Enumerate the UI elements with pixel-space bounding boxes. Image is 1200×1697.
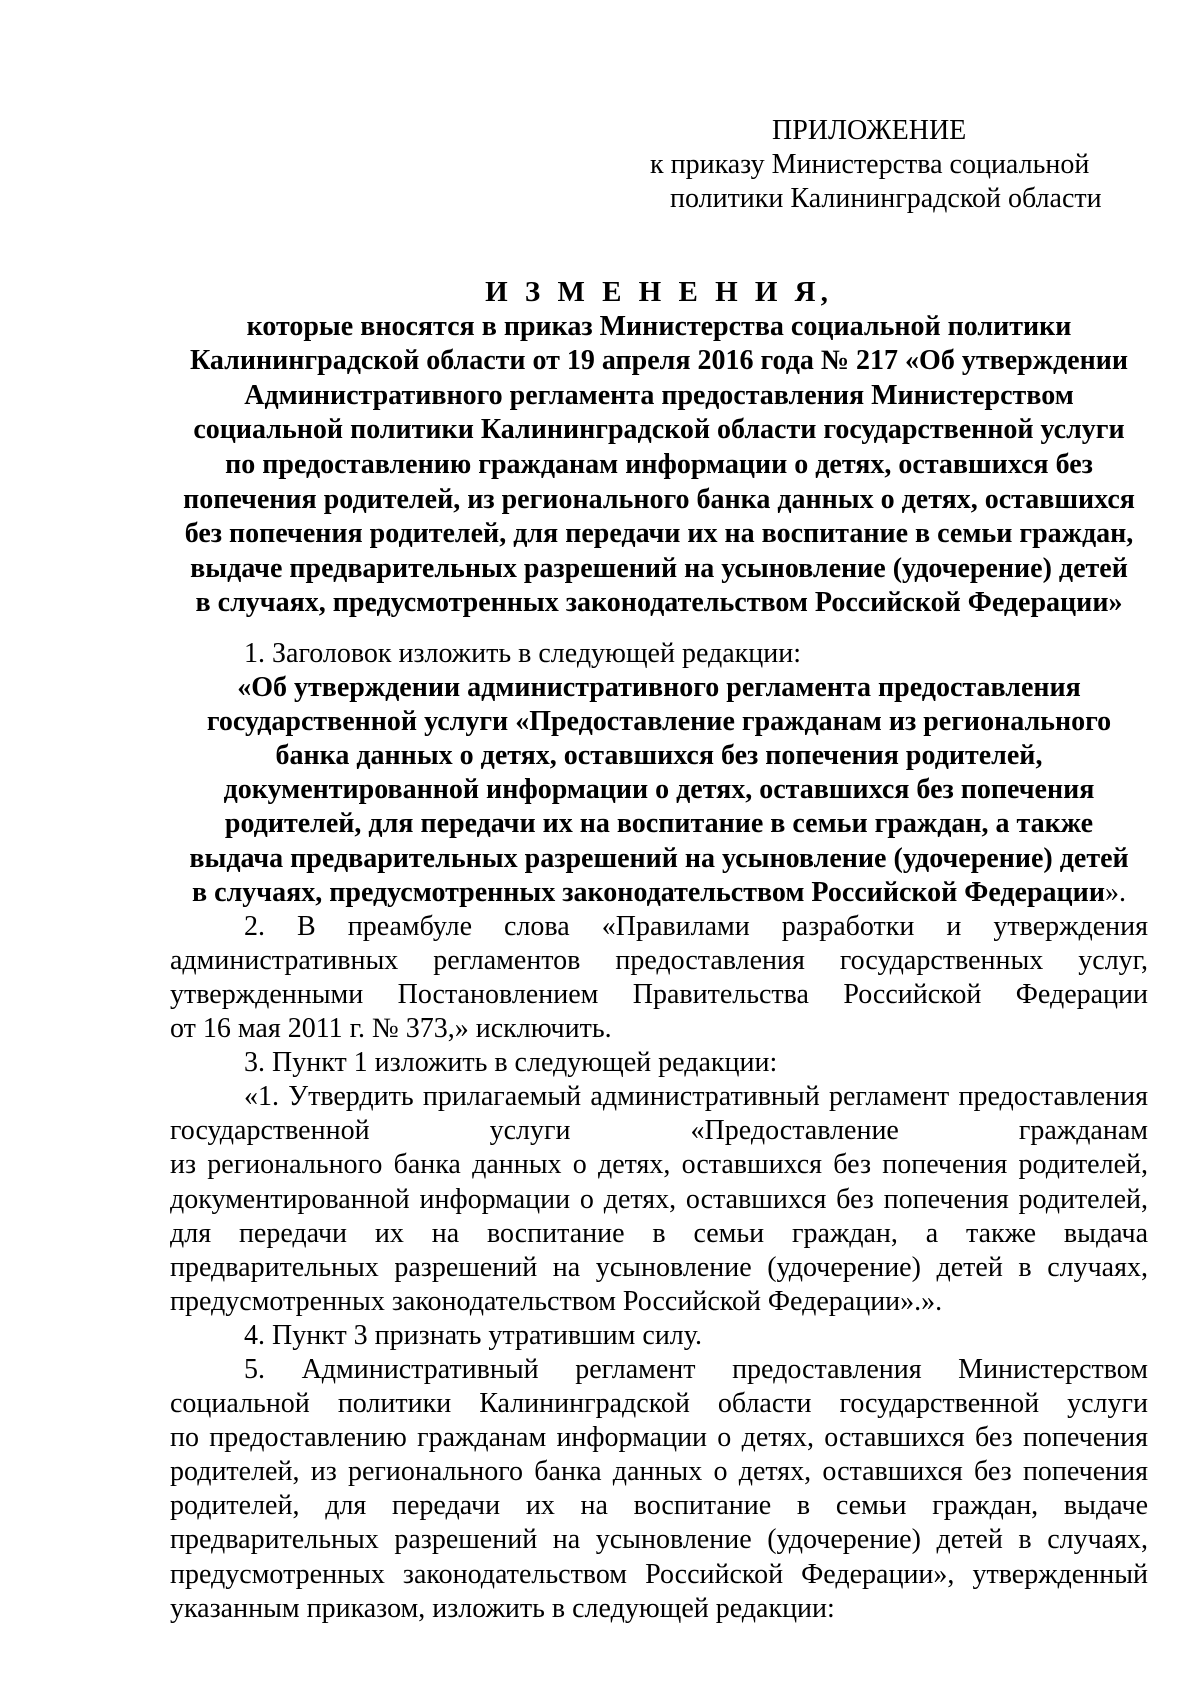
new-title-closing: ». <box>1104 876 1126 908</box>
item-3-line: предварительных разрешений на усыновление (удочерение) детей в случаях, <box>170 1251 1148 1283</box>
item-2-line: административных регламентов предоставления государственных услуг, <box>170 944 1148 976</box>
item-3-line: государственной услуги «Предоставление гражданам <box>170 1115 1148 1147</box>
attachment-block <box>640 114 1100 216</box>
heading-line: социальной политики Калининградской области государственной услуги <box>193 414 1125 446</box>
document-heading <box>170 275 1148 621</box>
item-5-line: 5. Административный регламент предоставления Министерством <box>244 1353 1148 1385</box>
item-3-line-last: предусмотренных законодательством Российской Федерации».». <box>170 1285 943 1317</box>
new-title-line: государственной услуги «Предоставление гражданам из регионального <box>206 706 1112 738</box>
heading-line: без попечения родителей, для передачи их на воспитание в семьи граждан, <box>184 518 1134 550</box>
heading-line: которые вносятся в приказ Министерства социальной политики <box>246 310 1072 342</box>
item-5-line: по предоставлению гражданам информации о детях, оставшихся без попечения <box>170 1422 1148 1454</box>
new-title-line-text: в случаях, предусмотренных законодательством Российской Федерации <box>192 876 1105 908</box>
heading-line: выдаче предварительных разрешений на усыновление (удочерение) детей <box>190 552 1128 584</box>
item-5-line: предусмотренных законодательством Российской Федерации», утвержденный <box>170 1558 1148 1590</box>
item-3-new-text <box>170 1080 1148 1319</box>
heading-line: в случаях, предусмотренных законодательством Российской Федерации» <box>195 587 1123 619</box>
item-3-line: из регионального банка данных о детях, оставшихся без попечения родителей, <box>170 1149 1148 1181</box>
attachment-title: ПРИЛОЖЕНИЕ <box>772 115 967 146</box>
new-title-line: документированной информации о детях, оставшихся без попечения <box>223 774 1095 806</box>
item-2 <box>170 910 1148 1046</box>
item-4: 4. Пункт 3 признать утратившим силу. <box>244 1319 702 1351</box>
attachment-line-1: к приказу Министерства социальной <box>650 149 1090 180</box>
item-1-intro: 1. Заголовок изложить в следующей редакции: <box>244 638 802 669</box>
new-title-line: «Об утверждении административного регламента предоставления <box>237 672 1081 704</box>
item-5-line: родителей, из регионального банка данных о детях, оставшихся без попечения <box>170 1456 1148 1488</box>
new-title-line: банка данных о детях, оставшихся без попечения родителей, <box>275 740 1043 772</box>
item-3-line: «1. Утвердить прилагаемый административный регламент предоставления <box>244 1081 1148 1113</box>
item-5-line: социальной политики Калининградской области государственной услуги <box>170 1388 1148 1420</box>
new-title-line-last <box>170 876 1148 910</box>
item-2-line-last: от 16 мая 2011 г. № 373,» исключить. <box>170 1013 612 1045</box>
item-5-line-last: указанным приказом, изложить в следующей редакции: <box>170 1592 835 1624</box>
heading-line: Калининградской области от 19 апреля 2016 года № 217 «Об утверждении <box>190 345 1128 377</box>
document-body <box>170 637 1148 1626</box>
item-2-line: утвержденными Постановлением Правительства Российской Федерации <box>170 978 1148 1010</box>
new-title-line: родителей, для передачи их на воспитание в семьи граждан, а также <box>224 808 1094 840</box>
heading-title: И З М Е Н Е Н И Я, <box>485 276 833 308</box>
item-5 <box>170 1353 1148 1626</box>
heading-line: попечения родителей, из регионального банка данных о детях, оставшихся <box>183 483 1135 515</box>
item-2-line: 2. В преамбуле слова «Правилами разработки и утверждения <box>244 910 1148 942</box>
new-title-line: выдача предварительных разрешений на усыновление (удочерение) детей <box>189 842 1129 874</box>
heading-line: Административного регламента предоставления Министерством <box>244 379 1074 411</box>
item-3-line: для передачи их на воспитание в семьи граждан, а также выдача <box>170 1217 1148 1249</box>
item-5-line: предварительных разрешений на усыновление (удочерение) детей в случаях, <box>170 1524 1148 1556</box>
item-5-line: родителей, для передачи их на воспитание в семьи граждан, выдаче <box>170 1490 1148 1522</box>
attachment-line-2: политики Калининградской области <box>670 183 1102 214</box>
item-3-line: документированной информации о детях, оставшихся без попечения родителей, <box>170 1183 1148 1215</box>
item-3-intro: 3. Пункт 1 изложить в следующей редакции: <box>244 1047 778 1079</box>
item-1-new-title <box>170 671 1148 910</box>
heading-line: по предоставлению гражданам информации о детях, оставшихся без <box>225 448 1093 480</box>
